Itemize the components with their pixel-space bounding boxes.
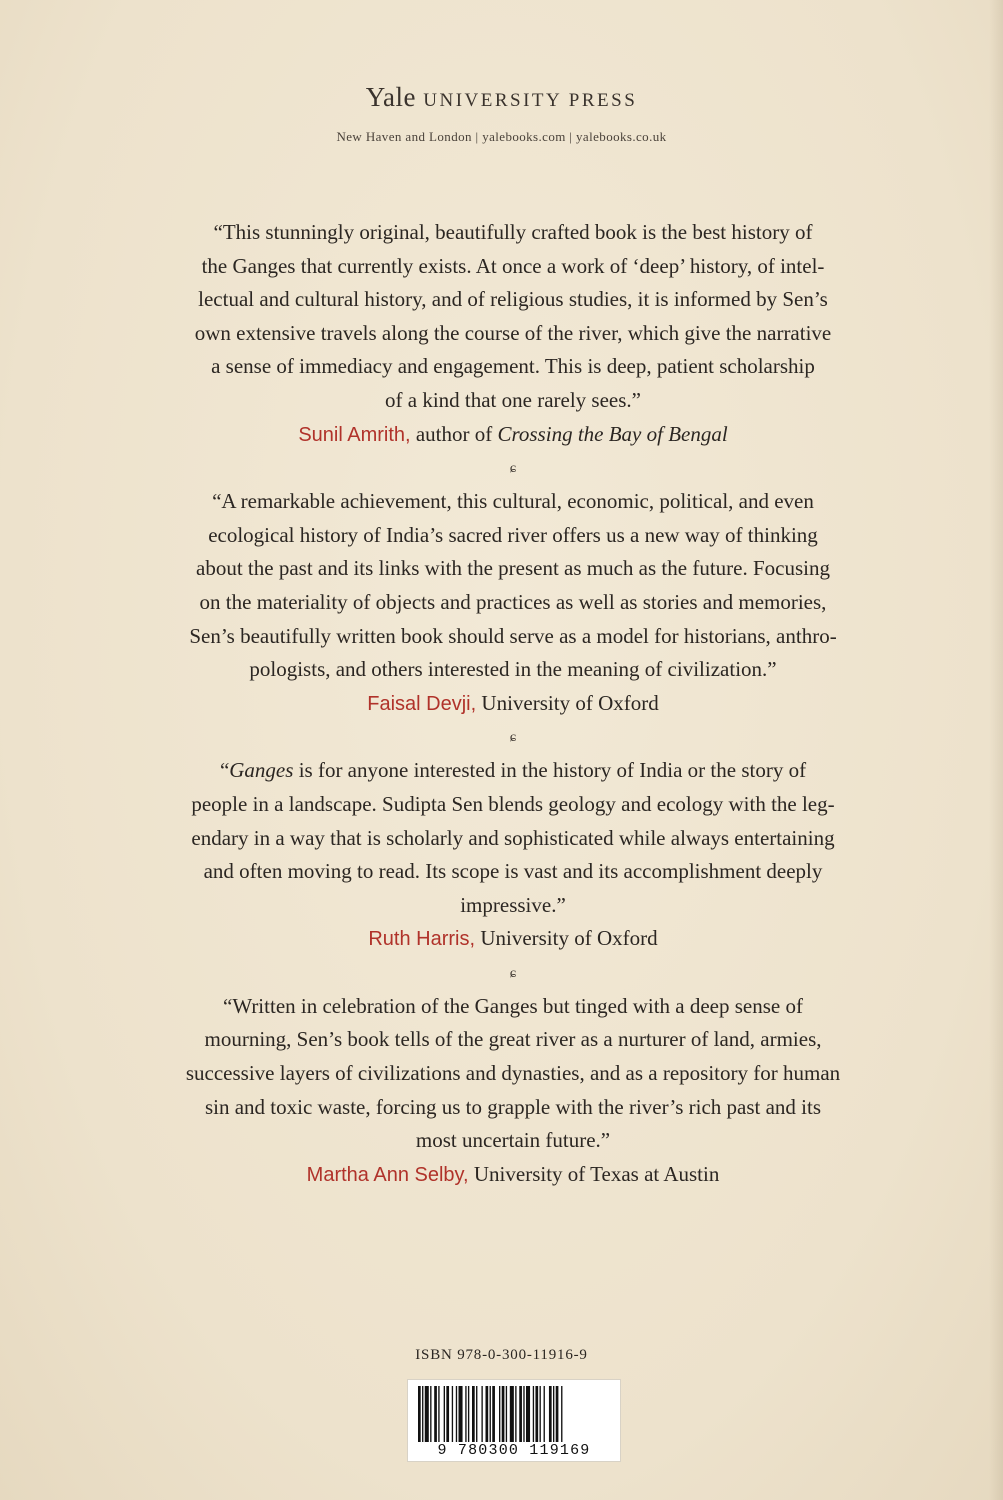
barcode-bar xyxy=(468,1386,469,1442)
cover-edge-shadow xyxy=(989,0,1003,1500)
blurb-devji xyxy=(118,485,908,721)
blurb-author: Sunil Amrith, xyxy=(298,423,411,446)
blurb-line: “A remarkable achievement, this cultural, economic, political, and even xyxy=(212,489,814,514)
blurb-line: successive layers of civilizations and dynasties, and as a repository for human xyxy=(185,1061,841,1086)
publisher-name xyxy=(0,82,1003,113)
blurb-affiliation-title: Crossing the Bay of Bengal xyxy=(497,421,728,446)
barcode-bar xyxy=(506,1386,507,1442)
barcode-bar xyxy=(544,1386,545,1442)
blurb-harris xyxy=(118,754,908,957)
barcode-bar xyxy=(490,1386,491,1442)
barcode-bar xyxy=(459,1386,463,1442)
barcode-bar xyxy=(553,1386,554,1442)
blurb-line: the Ganges that currently exists. At once a work of ‘deep’ history, of intel- xyxy=(201,253,825,278)
barcode-bar xyxy=(472,1386,475,1442)
blurb-line: pologists, and others interested in the meaning of civilization.” xyxy=(249,657,777,682)
blurb-line: people in a landscape. Sudipta Sen blends geology and ecology with the leg- xyxy=(191,791,835,816)
blurb-affiliation: University of Oxford xyxy=(475,926,658,951)
book-title-italic: Ganges xyxy=(229,758,294,783)
barcode-bar xyxy=(526,1386,530,1442)
barcode-bar xyxy=(465,1386,466,1442)
blurb-attribution xyxy=(118,687,908,722)
publisher-locations: New Haven and London | yalebooks.com | yalebooks.co.uk xyxy=(336,129,667,144)
barcode-bar xyxy=(452,1386,453,1442)
barcode-bar xyxy=(540,1386,541,1442)
barcode-bar xyxy=(418,1386,421,1442)
blurb-attribution xyxy=(118,922,908,957)
barcode-bar xyxy=(556,1386,559,1442)
blurb-line-rest: is for anyone interested in the history of India or the story of xyxy=(293,758,807,783)
blurb-line: lectual and cultural history, and of religious studies, it is informed by Sen’s xyxy=(198,287,828,312)
blurb-line: “This stunningly original, beautifully crafted book is the best history of xyxy=(213,220,813,244)
barcode-bar xyxy=(502,1386,505,1442)
blurb-line: Sen’s beautifully written book should serve as a model for historians, anthro- xyxy=(189,623,837,648)
blurb-line: on the materiality of objects and practices as well as stories and memories, xyxy=(199,589,827,614)
barcode-bar xyxy=(523,1386,524,1442)
barcode-bar xyxy=(549,1386,552,1442)
barcode-bar xyxy=(492,1386,495,1442)
publisher-press: UNIVERSITY PRESS xyxy=(423,90,638,111)
blurb-attribution xyxy=(118,1158,908,1193)
blurb-attribution xyxy=(118,418,908,453)
barcode-bar xyxy=(476,1386,477,1442)
blurb-line: about the past and its links with the present as much as the future. Focusing xyxy=(196,556,830,581)
barcode-bar xyxy=(446,1386,449,1442)
barcode-bar xyxy=(434,1386,437,1442)
blurb-line: a sense of immediacy and engagement. This is deep, patient scholarship xyxy=(211,354,815,379)
barcode-bar xyxy=(481,1386,482,1442)
barcode-bar xyxy=(510,1386,514,1442)
blurb-affiliation: University of Texas at Austin xyxy=(468,1161,720,1186)
barcode-bar xyxy=(438,1386,439,1442)
barcode-bars xyxy=(408,1380,620,1442)
barcode-bar xyxy=(519,1386,522,1442)
blurb-selby xyxy=(118,990,908,1193)
blurb-line: own extensive travels along the course of the river, which give the narrative xyxy=(194,320,832,345)
blurb-author: Faisal Devji, xyxy=(367,692,477,715)
barcode-bar xyxy=(456,1386,457,1442)
barcode-bar xyxy=(422,1386,423,1442)
blurb-line: most uncertain future.” xyxy=(415,1128,611,1153)
blurb-line: of a kind that one rarely sees.” xyxy=(385,387,641,412)
blurb-line: “Ganges is for anyone interested in the history of India or the story of xyxy=(219,758,807,783)
blurb-amrith xyxy=(118,216,908,452)
separator-ornament: ɕ xyxy=(509,965,517,981)
blurb-affiliation: author of xyxy=(410,421,498,446)
blurb-line: “Written in celebration of the Ganges but tinged with a deep sense of xyxy=(223,993,803,1018)
publisher-block xyxy=(0,82,1003,145)
barcode-bar xyxy=(515,1386,516,1442)
barcode xyxy=(407,1379,621,1462)
blurb-line: endary in a way that is scholarly and sophisticated while always entertaining xyxy=(191,825,835,850)
blurb-affiliation: University of Oxford xyxy=(476,690,659,715)
blurbs xyxy=(118,216,908,1192)
barcode-bar xyxy=(535,1386,538,1442)
barcode-bar xyxy=(561,1386,562,1442)
blurb-line: impressive.” xyxy=(460,892,566,917)
barcode-bar xyxy=(425,1386,429,1442)
blurb-author: Ruth Harris, xyxy=(368,928,476,951)
barcode-bar xyxy=(430,1386,431,1442)
separator-ornament: ɕ xyxy=(509,730,517,746)
barcode-bar xyxy=(486,1386,489,1442)
barcode-digits: 9 780300 119169 xyxy=(437,1442,591,1459)
isbn-number: ISBN 978-0-300-11916-9 xyxy=(415,1347,588,1363)
separator-ornament: ɕ xyxy=(509,461,517,477)
barcode-bar xyxy=(499,1386,500,1442)
publisher-yale: Yale xyxy=(365,82,416,112)
blurb-line: sin and toxic waste, forcing us to grapple with the river’s rich past and its xyxy=(204,1094,822,1119)
blurb-author: Martha Ann Selby, xyxy=(306,1163,469,1186)
blurb-line: ecological history of India’s sacred river offers us a new way of thinking xyxy=(208,522,818,547)
blurb-line: and often moving to read. Its scope is vast and its accomplishment deeply xyxy=(203,859,823,884)
barcode-bar xyxy=(533,1386,534,1442)
blurb-line: mourning, Sen’s book tells of the great river as a nurturer of land, armies, xyxy=(204,1027,822,1052)
barcode-bar xyxy=(444,1386,445,1442)
